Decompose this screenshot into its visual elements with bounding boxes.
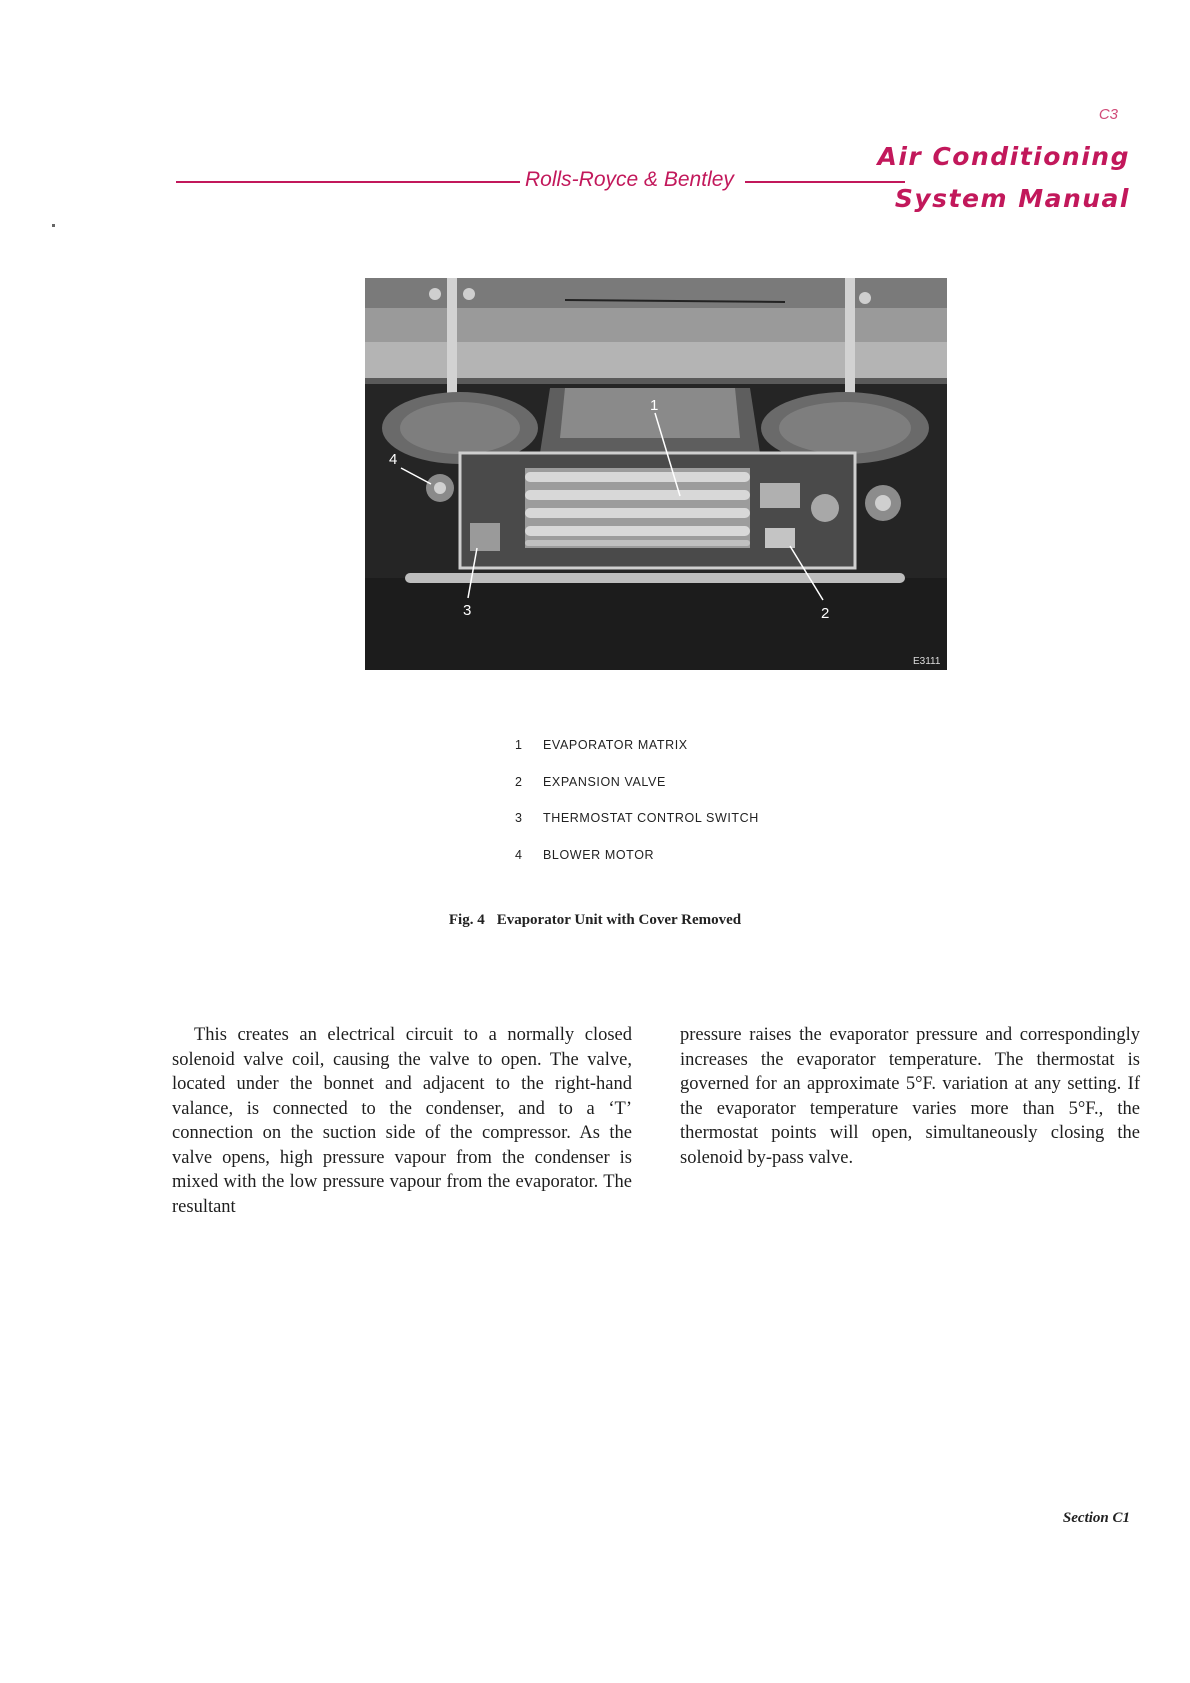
- evaporator-illustration: [365, 278, 947, 670]
- figure-caption-text: Evaporator Unit with Cover Removed: [496, 912, 742, 928]
- legend-item: [515, 738, 759, 775]
- legend-number: 1: [515, 738, 523, 752]
- legend-item: [515, 848, 759, 885]
- legend-item: [515, 775, 759, 812]
- body-column-left: [172, 1023, 632, 1219]
- callout-4: 4: [389, 451, 398, 468]
- legend-number: 2: [515, 774, 523, 789]
- legend-label: THERMOSTAT CONTROL SWITCH: [543, 811, 759, 825]
- body-column-right: [680, 1023, 1140, 1170]
- callout-3: 3: [463, 602, 472, 619]
- legend-label: BLOWER MOTOR: [543, 847, 655, 862]
- legend-item: [515, 811, 759, 848]
- photo-code: E3111: [913, 656, 941, 667]
- legend-number: 3: [515, 811, 523, 825]
- legend-label: EXPANSION VALVE: [543, 774, 666, 789]
- header-brand: Rolls-Royce & Bentley: [525, 168, 734, 191]
- header-rule-right: [745, 181, 905, 183]
- figure-legend: [515, 738, 759, 884]
- legend-label: EVAPORATOR MATRIX: [543, 738, 688, 752]
- callout-1: 1: [650, 397, 659, 414]
- body-paragraph-left: This creates an electrical circuit to a normally closed solenoid valve coil, causing the valve to open. The valve, located under the bonnet and adjacent to the right-hand valance, is connected to the condenser, and to a ‘T’ connection on the suction side of the compressor. As the valve opens, high pressure vapour from the condenser is mixed with the low pressure vapour from the evaporator. The resultant: [172, 1025, 632, 1217]
- page-number: C3: [1098, 106, 1118, 123]
- figure-caption-label: Fig. 4: [448, 912, 485, 928]
- header-rule-left: [176, 181, 520, 183]
- manual-title-line-1: Air Conditioning: [877, 142, 1130, 171]
- evaporator-unit-photo: [365, 278, 947, 670]
- manual-title-line-2: System Manual: [894, 184, 1130, 213]
- legend-number: 4: [515, 847, 523, 862]
- section-label: Section C1: [1062, 1510, 1130, 1526]
- figure-caption: [0, 912, 1190, 929]
- callout-2: 2: [821, 605, 830, 622]
- scan-mark: [52, 224, 55, 227]
- body-paragraph-right: pressure raises the evaporator pressure and correspondingly increases the evaporator temperature. The thermostat is governed for an approximate 5°F. variation at any setting. If the evaporator temperature varies more than 5°F., the thermostat points will open, simultaneously closing the solenoid by-pass valve.: [680, 1025, 1140, 1168]
